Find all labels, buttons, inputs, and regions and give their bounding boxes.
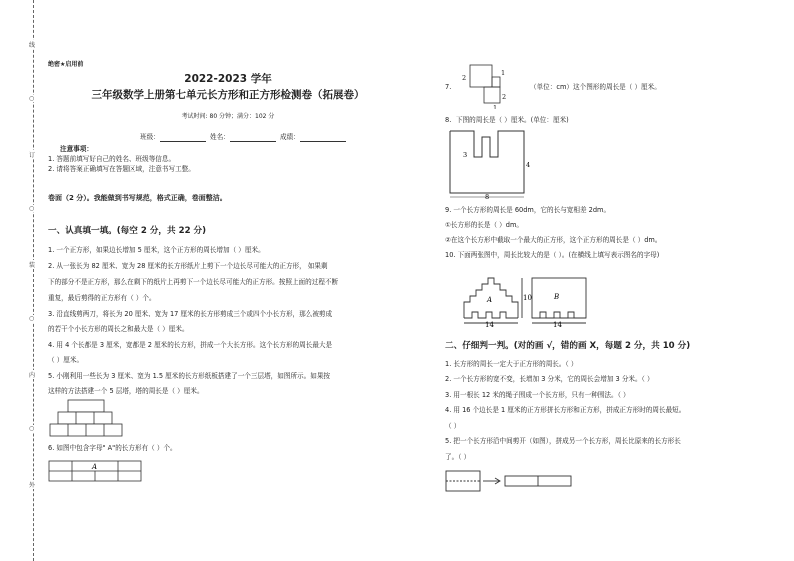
score-field[interactable] — [280, 134, 346, 142]
score-label: 成绩： — [280, 133, 300, 142]
cut-rectangle-figure — [445, 467, 575, 495]
s1-q3: 3. 沿直线剪两刀，将长为 20 厘米、宽为 17 厘米的长方形剪成三个或四个小长方形，那么被剪成 — [48, 310, 333, 318]
q8-figure — [446, 127, 536, 199]
q9: 9. 一个长方形的周长是 60dm，它的长与宽相差 2dm。 — [445, 206, 611, 214]
q10: 10. 下面两张图中，周长比较大的是（ ）。(在横线上填写表示图名的字母) — [445, 251, 660, 259]
q7-num: 7. — [445, 83, 452, 91]
tower-figure — [48, 398, 124, 438]
name-label: 姓名： — [210, 133, 230, 142]
q7-label: 1 — [493, 104, 498, 109]
q8-num: 8. — [445, 116, 452, 124]
binding-mark: 装 — [29, 262, 36, 269]
s2-q5-cont: 了。（ ） — [445, 453, 471, 461]
q7-label: 2 — [502, 93, 507, 101]
q8-text: 下图的周长是（ ）厘米。(单位：厘米) — [456, 116, 569, 124]
name-field[interactable] — [210, 134, 276, 142]
s1-q2: 2. 从一张长为 82 厘米、宽为 28 厘米的长方形纸片上剪下一个边长尽可能大的正方形， 如果剩 — [48, 262, 328, 270]
q10-label-a: A — [487, 296, 493, 304]
s1-q2-cont: 下的部分不是正方形，那么在剩下的纸片上再剪下一个边长尽可能大的正方形。按照上面的过程不断 — [48, 278, 339, 286]
section2-heading: 二、仔细判一判。(对的画 √，错的画 X，每题 2 分，共 10 分) — [445, 341, 691, 351]
neatness-note: 卷面（2 分）。我能做到书写规范，格式正确，卷面整洁。 — [48, 194, 227, 202]
q9-part1: ①长方形的长是（ ）dm。 — [445, 221, 523, 229]
s1-q1: 1. 一个正方形，如果边长增加 5 厘米，这个正方形的周长增加（ ）厘米。 — [48, 246, 265, 254]
secret-label: 绝密★启用前 — [48, 61, 84, 68]
q8-label: 4 — [526, 161, 531, 169]
q7-label: 2 — [462, 74, 467, 82]
binding-mark: ○ — [29, 425, 35, 432]
s1-q2-cont: 重复，最后剪得的正方形有（ ）个。 — [48, 294, 156, 302]
s2-q4-cont: （ ） — [445, 422, 461, 430]
exam-info: 考试时间: 80 分钟；满分：102 分 — [181, 113, 275, 120]
s1-q5-cont: 这样的方法搭建一个 5 层塔，塔的周长是（ ）厘米。 — [48, 387, 204, 395]
note-item: 2. 请将答案正确填写在答题区域，注意书写工整。 — [48, 165, 195, 173]
binding-mark: 内 — [29, 372, 36, 379]
binding-mark: ○ — [29, 95, 35, 102]
binding-mark: 外 — [29, 482, 36, 489]
notes-heading: 注意事项： — [60, 145, 93, 153]
q9-part2: ②在这个长方形中截取一个最大的正方形，这个正方形的周长是（ ）dm。 — [445, 236, 662, 244]
binding-line — [33, 0, 34, 561]
q10-label-14a: 14 — [485, 321, 494, 328]
q7-text: （单位：cm）这个图形的周长是（ ）厘米。 — [530, 83, 661, 91]
grid-letter-a: A — [92, 463, 98, 471]
q10-label-14b: 14 — [553, 321, 562, 328]
section1-heading: 一、认真填一填。(每空 2 分，共 22 分) — [48, 226, 207, 236]
s1-q6: 6. 如图中包含字母" A"的长方形有（ ）个。 — [48, 444, 177, 452]
s2-q2: 2. 一个长方形的宽不变，长增加 3 分米，它的周长会增加 3 分米。（ ） — [445, 375, 654, 383]
q10-figures — [460, 266, 590, 328]
s2-q5: 5. 把一个长方形沿中间剪开（如图），拼成另一个长方形，周长比原来的长方形长 — [445, 437, 681, 445]
q10-label-10: 10 — [523, 294, 532, 302]
s1-q5: 5. 小刚利用一些长为 3 厘米、宽为 1.5 厘米的长方形纸板搭建了一个三层塔，如图所示。如果按 — [48, 372, 331, 380]
s1-q3-cont: 的若干个小长方形的周长之和最大是（ ）厘米。 — [48, 325, 189, 333]
q8-label: 8 — [485, 193, 490, 199]
binding-mark: 订 — [29, 152, 36, 159]
page-title-year: 2022-2023 学年 — [184, 73, 272, 85]
binding-mark: ○ — [29, 205, 35, 212]
q8-label: 3 — [463, 151, 468, 159]
q7-figure — [458, 63, 518, 109]
class-label: 班级： — [140, 133, 160, 142]
binding-mark: ○ — [29, 315, 35, 322]
note-item: 1. 答题前填写好自己的姓名、班级等信息。 — [48, 155, 176, 163]
s1-q4-cont: （ ）厘米。 — [48, 356, 84, 364]
s2-q3: 3. 用一根长 12 米的绳子围成一个长方形，只有一种围法。（ ） — [445, 391, 630, 399]
binding-mark: 线 — [29, 42, 36, 49]
q7-label: 1 — [501, 69, 506, 77]
q10-label-b: B — [554, 293, 560, 301]
letter-grid-figure — [48, 460, 143, 482]
s2-q1: 1. 长方形的周长一定大于正方形的周长。（ ） — [445, 360, 578, 368]
s1-q4: 4. 用 4 个长都是 3 厘米，宽都是 2 厘米的长方形，拼成一个大长方形。这个长方形的周长最大是 — [48, 341, 333, 349]
page-title: 三年级数学上册第七单元长方形和正方形检测卷（拓展卷） — [91, 89, 365, 101]
s2-q4: 4. 用 16 个边长是 1 厘米的正方形拼长方形和正方形，拼成正方形时的周长最短。 — [445, 406, 686, 414]
class-field[interactable] — [140, 134, 206, 142]
